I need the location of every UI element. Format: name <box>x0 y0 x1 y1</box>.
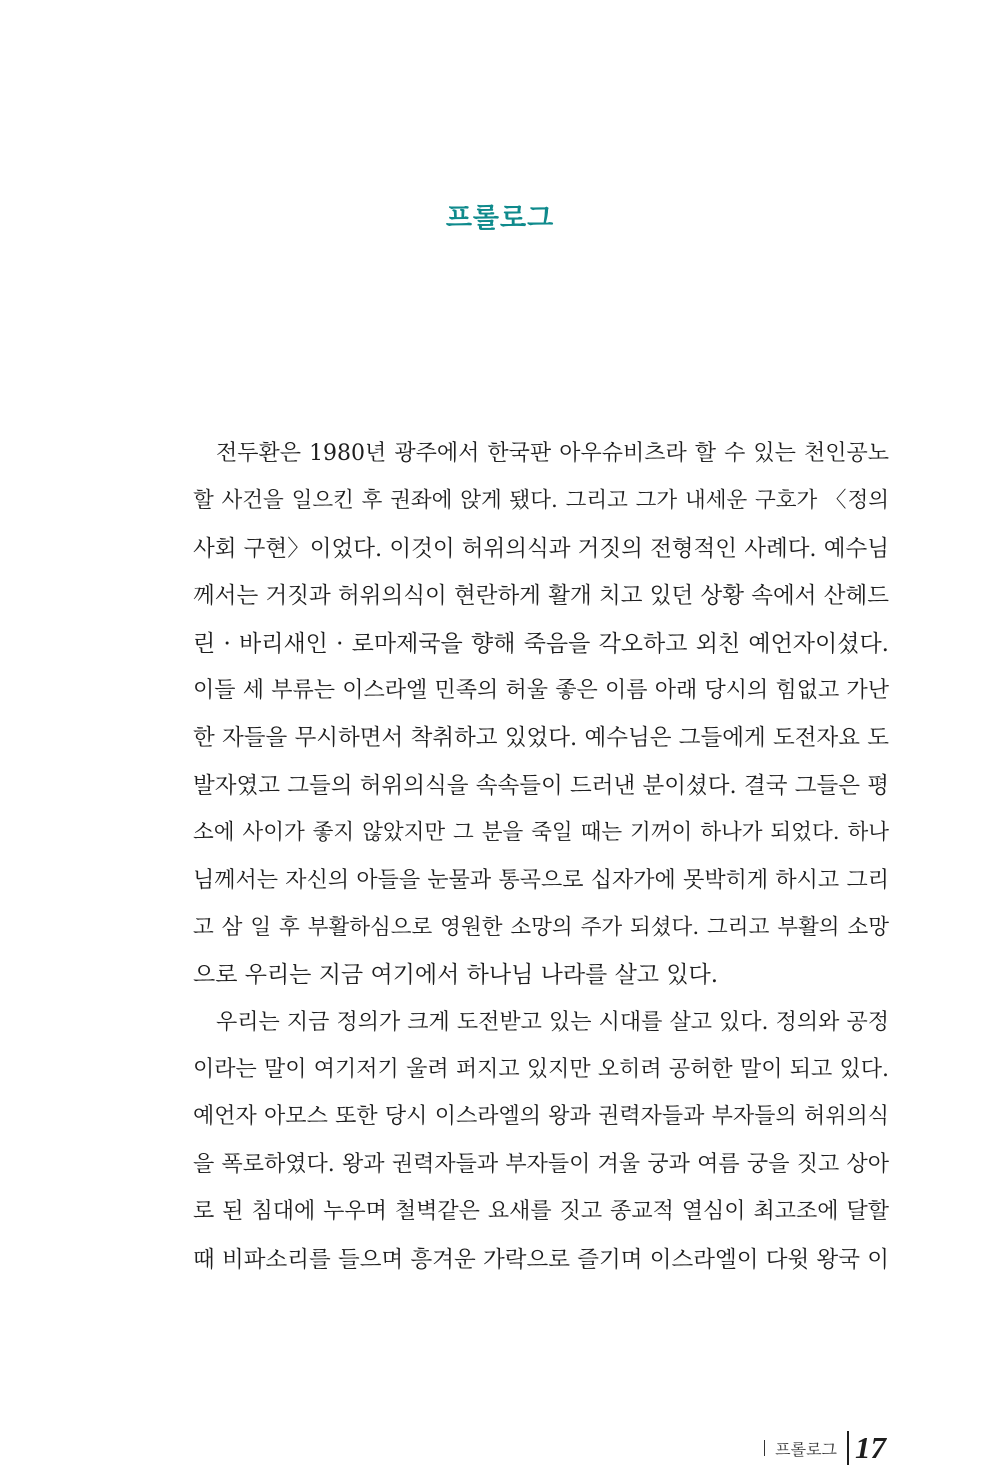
text-line: 때 비파소리를 들으며 흥겨운 가락으로 즐기며 이스라엘이 다윗 왕국 이 <box>193 1246 889 1273</box>
text-line: 로 된 침대에 누우며 철벽같은 요새를 짓고 종교적 열심이 최고조에 달할 <box>193 1199 889 1225</box>
page-footer <box>764 1426 886 1470</box>
text-line: 님께서는 자신의 아들을 눈물과 통곡으로 십자가에 못박히게 하시고 그리 <box>193 867 889 893</box>
text-line: 고 삼 일 후 부활하심으로 영원한 소망의 주가 되셨다. 그리고 부활의 소망 <box>193 914 889 940</box>
text-line: 사회 구현〉이었다. 이것이 허위의식과 거짓의 전형적인 사례다. 예수님 <box>193 535 889 562</box>
body-text <box>193 436 889 1289</box>
text-line: 께서는 거짓과 허위의식이 현란하게 활개 치고 있던 상황 속에서 산헤드 <box>193 583 889 610</box>
text-line: 한 자들을 무시하면서 착취하고 있었다. 예수님은 그들에게 도전자요 도 <box>193 725 889 752</box>
text-line: 을 폭로하였다. 왕과 권력자들과 부자들이 겨울 궁과 여름 궁을 짓고 상아 <box>193 1151 889 1177</box>
text-line: 이라는 말이 여기저기 울려 퍼지고 있지만 오히려 공허한 말이 되고 있다. <box>193 1057 889 1083</box>
text-line: 전두환은 1980년 광주에서 한국판 아우슈비츠라 할 수 있는 천인공노 <box>216 441 889 466</box>
text-line: 우리는 지금 정의가 크게 도전받고 있는 시대를 살고 있다. 정의와 공정 <box>216 1009 889 1035</box>
page-number: 17 <box>855 1430 886 1465</box>
text-line: 예언자 아모스 또한 당시 이스라엘의 왕과 권력자들과 부자들의 허위의식 <box>193 1104 889 1130</box>
text-line: 린 · 바리새인 · 로마제국을 향해 죽음을 각오하고 외친 예언자이셨다. <box>193 630 889 657</box>
page-title: 프롤로그 <box>445 203 555 234</box>
running-header-label: 프롤로그 <box>775 1439 837 1459</box>
footer-divider-thick <box>847 1431 849 1465</box>
footer-divider-thin <box>764 1440 765 1456</box>
text-line: 소에 사이가 좋지 않았지만 그 분을 죽일 때는 기꺼이 하나가 되었다. 하나 <box>193 820 889 846</box>
text-line: 발자였고 그들의 허위의식을 속속들이 드러낸 분이셨다. 결국 그들은 평 <box>193 772 889 799</box>
text-line: 할 사건을 일으킨 후 권좌에 앉게 됐다. 그리고 그가 내세운 구호가 〈정의 <box>193 488 889 514</box>
text-line: 으로 우리는 지금 여기에서 하나님 나라를 살고 있다. <box>193 962 719 989</box>
text-line: 이들 세 부류는 이스라엘 민족의 허울 좋은 이름 아래 당시의 힘없고 가난 <box>193 677 889 703</box>
